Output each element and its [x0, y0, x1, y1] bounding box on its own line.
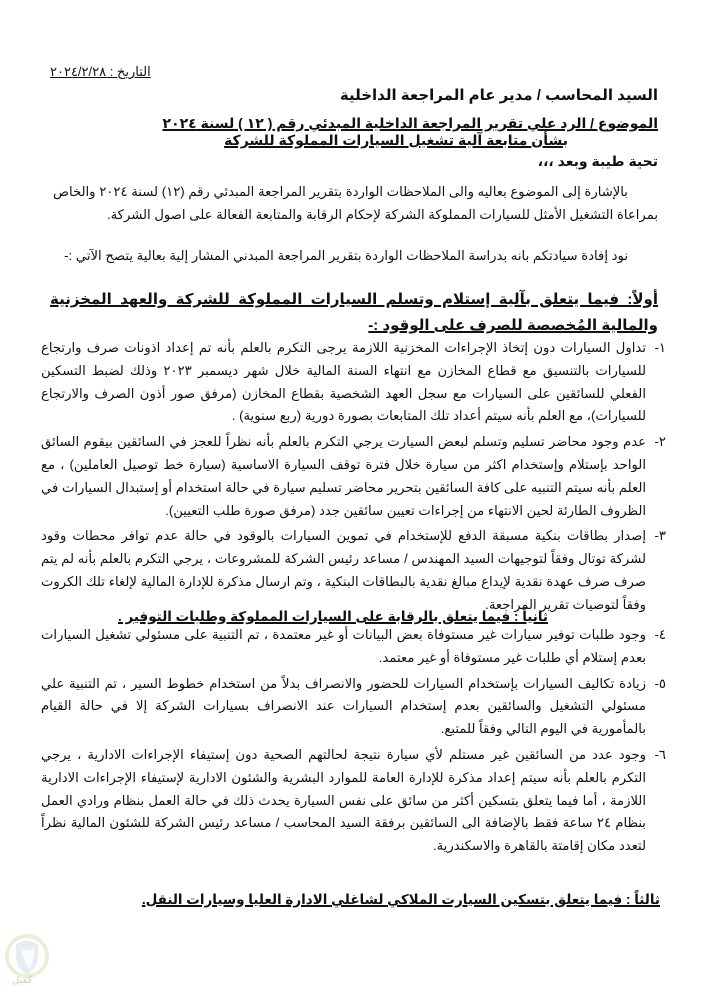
second-paragraph — [53, 244, 658, 267]
document-date: التاريخ : ٢٠٢٤/٢/٢٨ — [50, 64, 151, 79]
list-item — [41, 624, 666, 670]
list-item — [41, 744, 666, 858]
item-number: ٦- — [654, 746, 666, 762]
intro-paragraph-text: بالإشارة إلى الموضوع بعاليه والى الملاحظات الواردة بتقرير المراجعة المبدئي رقم (١٢) لسنة ٢٠٢٤ والخاص بمراعاة التشغيل الأمثل للسيارات المملوكة الشركة لإحكام الرقابة والمتابعة الفعالة على اصول الشركة. — [53, 184, 658, 222]
section-1-title: أولاً: فيما يتعلق بآلية إستلام وتسلم السيارات المملوكة للشركة والعهد المخزنية والمالية المُخصصة للصرف على الوقود :- — [50, 291, 658, 334]
item-text: وجود طلبات توفير سيارات غير مستوفاة بعض البيانات أو غير معتمدة ، تم التنبية على مسئولي تشغيل السيارات بعدم إستلام أي طلبات غير مستوفاة أو غير معتمد. — [41, 627, 646, 665]
item-text: زيادة تكاليف السيارات بإستخدام السيارات للحضور والانصراف بدلاً من استخدام خطوط السير ، تم التنبية علي مسئولي التشغيل والسائقين بعدم إستخدام السيارات عند الانصراف بسيارات الشركة إلا في حالة القيام بالمأمورية في اليوم التالي وفقاً للمتبع. — [41, 675, 646, 737]
item-text: وجود عدد من السائقين غير مستلم لأي سيارة نتيجة لحالتهم الصحية دون إستيفاء الإجراءات الادارية ، يرجي التكرم بالعلم بأنه سيتم إعداد مذكرة للإدارة العامة للموارد البشرية والشئون الادارية لإستيفاء الإجراءات الادارية اللازمة ، أما فيما يتعلق بتسكين أكثر من سائق على نفس السيارة يحدث ذلك في حالة العمل بنظام ورادي العمل بنظام ٢٤ ساعة فقط بالإضافة الى السائقين برفقة السيد المحاسب / مساعد رئيس الشركة للشئون المالية نظراً لتعدد مكان إقامتة بالقاهرة والاسكندرية. — [41, 746, 646, 854]
subject-line-2: بشأن متابعة آلية تشغيل السيارات المملوكة للشركة — [224, 132, 568, 148]
subject — [162, 115, 658, 149]
subject-line-1: الموضوع / الرد علي تقرير المراجعة الداخلية المبدئي رقم ( ١٢ ) لسنة ٢٠٢٤ — [162, 115, 658, 131]
item-text: عدم وجود محاضر تسليم وتسلم لبعض السيارت يرجي التكرم بالعلم بأنه نظراً للعجز في السائقين بيقوم السائق الواحد بإستلام وإستخدام اكثر من سيارة خلال فترة توقف السيارة الاساسية (سيارة خط توصيل العاملين) ، مع العلم بأنه سيتم التنبيه على كافة السائقين بتحرير محاضر تسليم سيارة في حالة استخدام أو إستبدال السيارات في الظروف الطارئة لحين الانتهاء من إجراءات تعيين سائقين جدد (مرفق صورة طلب التعيين). — [41, 434, 646, 518]
watermark-label: كفيل — [12, 975, 33, 986]
item-number: ١- — [654, 340, 666, 355]
greeting: تحية طيبة وبعد ،،، — [537, 153, 658, 169]
item-number: ٤- — [654, 627, 666, 642]
item-number: ٥- — [654, 675, 666, 691]
section-2-title: ثانياً : فيما يتعلق بالرقابة على السيارات المملوكة وطلبات التوفير . — [117, 609, 548, 624]
addressee: السيد المحاسب / مدير عام المراجعة الداخلية — [339, 87, 658, 104]
intro-paragraph — [53, 180, 658, 226]
item-number: ٢- — [654, 434, 666, 450]
list-item — [41, 673, 666, 741]
item-text: إصدار بطاقات بنكية مسبقة الدفع للإستخدام في تموين السيارات بالوقود في حالة عدم توافر محطات وقود لشركة توتال وفقاً لتوجيهات السيد المهندس / مساعد رئيس الشركة للمشروعات ، يرجي التكرم بالعلم بأنه لم يتم صرف صرف عهدة نقدية لإيداع مبالغ نقدية بالبطاقات البنكية ، وتم ارسال مذكرة للإدارة المالية لإلغاء تلك الكروت وفقاً لتوصيات تقرير المراجعة. — [41, 528, 646, 612]
item-number: ٣- — [654, 528, 666, 544]
list-item — [41, 431, 666, 522]
second-paragraph-text: نود إفادة سيادتكم بانه بدراسة الملاحظات الواردة بتقرير المراجعة المبدني المشار إلية بعالية يتصح الآتي :- — [64, 248, 628, 263]
item-text: تداول السيارات دون إتخاذ الإجراءات المخزنية اللازمة يرجى التكرم بالعلم بأنه تم إعداد اذونات صرف وارتجاع للسيارات بالتنسيق مع قطاع المخازن مع انتهاء السنة المالية خلال شهر ديسمبر ٢٠٢٣ وذلك لضبط التسكين الفعلي للسائقين على السيارات مع سجل العهد الشخصية بقطاع المخازن (مرفق صور أذون الصرف والارتجاع للسيارات)، مع العلم بأنه سيتم أعداد تلك المتابعات بصورة دورية (ربع سنوية) . — [41, 340, 646, 424]
section-1-items — [41, 337, 666, 620]
list-item — [41, 337, 666, 428]
section-3-title: ثالثاً : فيما يتعلق بتسكين السيارت الملاكي لشاغلي الادارة العليا وسيارات النقل. — [141, 892, 660, 907]
section-2-items — [41, 624, 666, 861]
list-item — [41, 525, 666, 616]
